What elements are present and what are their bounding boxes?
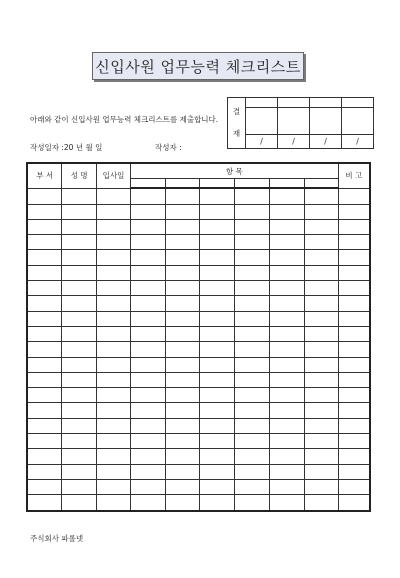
table-cell[interactable] bbox=[338, 449, 370, 464]
intro-text: 아래와 같이 신입사원 업무능력 체크리스트를 제출합니다. bbox=[30, 115, 219, 124]
table-cell[interactable] bbox=[304, 495, 338, 511]
table-row bbox=[27, 449, 370, 464]
table-row bbox=[27, 265, 370, 280]
table-cell[interactable] bbox=[235, 372, 270, 387]
table-cell[interactable] bbox=[165, 188, 200, 204]
table-cell[interactable] bbox=[200, 188, 235, 204]
table-cell[interactable] bbox=[165, 296, 200, 311]
table-cell[interactable] bbox=[235, 388, 270, 403]
table-cell[interactable] bbox=[304, 235, 338, 250]
table-cell[interactable] bbox=[270, 449, 305, 464]
table-cell[interactable] bbox=[165, 434, 200, 449]
table-cell[interactable] bbox=[27, 235, 62, 250]
table-cell[interactable] bbox=[62, 204, 97, 219]
table-row bbox=[27, 342, 370, 357]
approval-date-cell[interactable]: / bbox=[310, 135, 342, 149]
table-cell[interactable] bbox=[270, 281, 305, 296]
table-cell[interactable] bbox=[27, 326, 62, 341]
table-cell[interactable] bbox=[200, 403, 235, 418]
table-cell[interactable] bbox=[165, 357, 200, 372]
table-cell[interactable] bbox=[97, 235, 131, 250]
table-row bbox=[27, 326, 370, 341]
approval-label bbox=[228, 98, 246, 149]
table-cell[interactable] bbox=[338, 219, 370, 234]
table-cell[interactable] bbox=[235, 449, 270, 464]
approval-table bbox=[227, 97, 374, 149]
table-cell[interactable] bbox=[27, 479, 62, 494]
table-cell[interactable] bbox=[270, 372, 305, 387]
table-row bbox=[27, 464, 370, 479]
table-row bbox=[27, 188, 370, 204]
table-row bbox=[27, 495, 370, 511]
table-cell[interactable] bbox=[130, 326, 165, 341]
item-subheader-cell bbox=[165, 179, 200, 189]
table-cell[interactable] bbox=[27, 464, 62, 479]
table-cell[interactable] bbox=[27, 188, 62, 204]
table-cell[interactable] bbox=[62, 479, 97, 494]
table-cell[interactable] bbox=[200, 250, 235, 265]
table-cell[interactable] bbox=[235, 342, 270, 357]
table-cell[interactable] bbox=[270, 311, 305, 326]
table-cell[interactable] bbox=[27, 265, 62, 280]
table-cell[interactable] bbox=[338, 250, 370, 265]
table-cell[interactable] bbox=[130, 188, 165, 204]
approval-sign-cell[interactable] bbox=[342, 108, 374, 135]
approval-role-cell bbox=[310, 98, 342, 108]
table-cell[interactable] bbox=[27, 418, 62, 433]
table-cell[interactable] bbox=[130, 418, 165, 433]
approval-role-cell bbox=[342, 98, 374, 108]
date-field-label: 작성일자 :20 년 월 일 bbox=[30, 143, 103, 152]
approval-date-cell[interactable]: / bbox=[246, 135, 278, 149]
table-cell[interactable] bbox=[304, 388, 338, 403]
table-cell[interactable] bbox=[200, 449, 235, 464]
page-title bbox=[92, 52, 304, 80]
table-cell[interactable] bbox=[338, 265, 370, 280]
table-cell[interactable] bbox=[97, 281, 131, 296]
table-cell[interactable] bbox=[97, 219, 131, 234]
approval-sign-cell[interactable] bbox=[278, 108, 310, 135]
table-cell[interactable] bbox=[97, 495, 131, 511]
table-cell[interactable] bbox=[200, 204, 235, 219]
table-cell[interactable] bbox=[200, 434, 235, 449]
table-cell[interactable] bbox=[270, 464, 305, 479]
table-cell[interactable] bbox=[338, 388, 370, 403]
table-cell[interactable] bbox=[130, 311, 165, 326]
table-cell[interactable] bbox=[304, 479, 338, 494]
table-cell[interactable] bbox=[200, 281, 235, 296]
table-cell[interactable] bbox=[165, 219, 200, 234]
table-cell[interactable] bbox=[165, 250, 200, 265]
table-cell[interactable] bbox=[235, 204, 270, 219]
table-cell[interactable] bbox=[304, 250, 338, 265]
table-cell[interactable] bbox=[200, 265, 235, 280]
table-cell[interactable] bbox=[338, 495, 370, 511]
table-row bbox=[27, 204, 370, 219]
table-cell[interactable] bbox=[62, 464, 97, 479]
table-cell[interactable] bbox=[304, 204, 338, 219]
table-cell[interactable] bbox=[165, 495, 200, 511]
table-cell[interactable] bbox=[62, 219, 97, 234]
company-name: 주식회사 파롤넷 bbox=[30, 534, 84, 543]
table-cell[interactable] bbox=[165, 464, 200, 479]
item-subheader-cell bbox=[235, 179, 270, 189]
table-cell[interactable] bbox=[27, 449, 62, 464]
table-row bbox=[27, 357, 370, 372]
approval-sign-cell[interactable] bbox=[246, 108, 278, 135]
table-cell[interactable] bbox=[165, 326, 200, 341]
table-row bbox=[27, 403, 370, 418]
approval-date-cell[interactable]: / bbox=[342, 135, 374, 149]
table-cell[interactable] bbox=[130, 235, 165, 250]
table-cell[interactable] bbox=[270, 342, 305, 357]
table-cell[interactable] bbox=[27, 372, 62, 387]
table-cell[interactable] bbox=[97, 265, 131, 280]
table-cell[interactable] bbox=[97, 311, 131, 326]
table-cell[interactable] bbox=[338, 464, 370, 479]
header-dept: 부 서 bbox=[27, 163, 62, 188]
table-cell[interactable] bbox=[235, 188, 270, 204]
table-cell[interactable] bbox=[200, 464, 235, 479]
table-cell[interactable] bbox=[270, 250, 305, 265]
table-row bbox=[27, 235, 370, 250]
table-cell[interactable] bbox=[97, 388, 131, 403]
table-cell[interactable] bbox=[62, 235, 97, 250]
table-cell[interactable] bbox=[62, 418, 97, 433]
table-cell[interactable] bbox=[338, 418, 370, 433]
table-cell[interactable] bbox=[27, 434, 62, 449]
table-row bbox=[27, 372, 370, 387]
table-cell[interactable] bbox=[130, 434, 165, 449]
table-cell[interactable] bbox=[165, 311, 200, 326]
table-cell[interactable] bbox=[200, 495, 235, 511]
table-cell[interactable] bbox=[62, 326, 97, 341]
table-cell[interactable] bbox=[304, 281, 338, 296]
table-cell[interactable] bbox=[200, 388, 235, 403]
table-cell[interactable] bbox=[62, 357, 97, 372]
table-cell[interactable] bbox=[62, 495, 97, 511]
table-cell[interactable] bbox=[27, 250, 62, 265]
table-cell[interactable] bbox=[62, 281, 97, 296]
table-cell[interactable] bbox=[338, 342, 370, 357]
table-cell[interactable] bbox=[235, 281, 270, 296]
table-cell[interactable] bbox=[235, 326, 270, 341]
table-cell[interactable] bbox=[27, 403, 62, 418]
table-cell[interactable] bbox=[235, 464, 270, 479]
table-cell[interactable] bbox=[235, 357, 270, 372]
table-cell[interactable] bbox=[270, 403, 305, 418]
table-cell[interactable] bbox=[270, 219, 305, 234]
table-cell[interactable] bbox=[304, 188, 338, 204]
item-subheader-cell bbox=[270, 179, 305, 189]
table-cell[interactable] bbox=[27, 311, 62, 326]
approval-label-top: 결 bbox=[232, 107, 241, 116]
table-cell[interactable] bbox=[130, 342, 165, 357]
table-cell[interactable] bbox=[200, 342, 235, 357]
table-row bbox=[27, 388, 370, 403]
table-cell[interactable] bbox=[97, 250, 131, 265]
table-row bbox=[27, 219, 370, 234]
header-hire-date: 입사일 bbox=[97, 163, 131, 188]
table-row bbox=[27, 418, 370, 433]
table-cell[interactable] bbox=[270, 479, 305, 494]
page-title-text: 신입사원 업무능력 체크리스트 bbox=[95, 57, 301, 76]
table-cell[interactable] bbox=[62, 434, 97, 449]
table-cell[interactable] bbox=[270, 388, 305, 403]
table-cell[interactable] bbox=[338, 204, 370, 219]
table-cell[interactable] bbox=[97, 204, 131, 219]
table-cell[interactable] bbox=[338, 235, 370, 250]
table-cell[interactable] bbox=[62, 342, 97, 357]
table-cell[interactable] bbox=[165, 265, 200, 280]
table-cell[interactable] bbox=[130, 449, 165, 464]
table-cell[interactable] bbox=[165, 204, 200, 219]
table-cell[interactable] bbox=[165, 342, 200, 357]
table-cell[interactable] bbox=[235, 495, 270, 511]
table-cell[interactable] bbox=[338, 357, 370, 372]
table-cell[interactable] bbox=[200, 372, 235, 387]
table-cell[interactable] bbox=[304, 326, 338, 341]
table-cell[interactable] bbox=[27, 219, 62, 234]
table-cell[interactable] bbox=[130, 250, 165, 265]
table-cell[interactable] bbox=[130, 296, 165, 311]
table-cell[interactable] bbox=[97, 357, 131, 372]
table-cell[interactable] bbox=[165, 235, 200, 250]
table-row bbox=[27, 250, 370, 265]
table-cell[interactable] bbox=[270, 235, 305, 250]
table-cell[interactable] bbox=[130, 219, 165, 234]
table-cell[interactable] bbox=[235, 219, 270, 234]
table-cell[interactable] bbox=[270, 357, 305, 372]
table-cell[interactable] bbox=[62, 372, 97, 387]
table-cell[interactable] bbox=[200, 235, 235, 250]
table-cell[interactable] bbox=[235, 311, 270, 326]
table-cell[interactable] bbox=[27, 357, 62, 372]
table-cell[interactable] bbox=[235, 265, 270, 280]
table-cell[interactable] bbox=[235, 418, 270, 433]
table-row bbox=[27, 479, 370, 494]
table-cell[interactable] bbox=[200, 326, 235, 341]
table-cell[interactable] bbox=[97, 296, 131, 311]
table-cell[interactable] bbox=[27, 342, 62, 357]
table-cell[interactable] bbox=[97, 372, 131, 387]
table-cell[interactable] bbox=[304, 403, 338, 418]
table-cell[interactable] bbox=[130, 204, 165, 219]
table-cell[interactable] bbox=[62, 388, 97, 403]
header-remarks: 비 고 bbox=[338, 163, 370, 188]
table-cell[interactable] bbox=[304, 464, 338, 479]
table-cell[interactable] bbox=[304, 342, 338, 357]
table-cell[interactable] bbox=[97, 479, 131, 494]
approval-label-bottom: 재 bbox=[232, 129, 241, 138]
table-cell[interactable] bbox=[200, 479, 235, 494]
table-cell[interactable] bbox=[200, 311, 235, 326]
table-cell[interactable] bbox=[200, 418, 235, 433]
table-cell[interactable] bbox=[338, 372, 370, 387]
header-name: 성 명 bbox=[62, 163, 97, 188]
table-cell[interactable] bbox=[130, 495, 165, 511]
approval-role-cell bbox=[278, 98, 310, 108]
table-cell[interactable] bbox=[338, 311, 370, 326]
table-cell[interactable] bbox=[235, 296, 270, 311]
table-row bbox=[27, 434, 370, 449]
table-cell[interactable] bbox=[130, 265, 165, 280]
approval-role-cell bbox=[246, 98, 278, 108]
table-cell[interactable] bbox=[165, 449, 200, 464]
table-cell[interactable] bbox=[304, 265, 338, 280]
table-cell[interactable] bbox=[338, 326, 370, 341]
table-cell[interactable] bbox=[165, 403, 200, 418]
table-cell[interactable] bbox=[130, 403, 165, 418]
table-cell[interactable] bbox=[130, 357, 165, 372]
table-cell[interactable] bbox=[338, 188, 370, 204]
table-cell[interactable] bbox=[130, 372, 165, 387]
table-cell[interactable] bbox=[27, 495, 62, 511]
table-cell[interactable] bbox=[165, 372, 200, 387]
table-cell[interactable] bbox=[270, 265, 305, 280]
approval-date-cell[interactable]: / bbox=[278, 135, 310, 149]
table-cell[interactable] bbox=[304, 311, 338, 326]
item-subheader-cell bbox=[130, 179, 165, 189]
table-cell[interactable] bbox=[235, 250, 270, 265]
table-cell[interactable] bbox=[62, 296, 97, 311]
table-cell[interactable] bbox=[304, 357, 338, 372]
item-subheader-cell bbox=[304, 179, 338, 189]
table-cell[interactable] bbox=[270, 495, 305, 511]
table-cell[interactable] bbox=[62, 265, 97, 280]
table-cell[interactable] bbox=[200, 219, 235, 234]
table-cell[interactable] bbox=[304, 219, 338, 234]
table-cell[interactable] bbox=[62, 311, 97, 326]
table-cell[interactable] bbox=[97, 188, 131, 204]
author-field-label: 작성자 : bbox=[155, 143, 182, 152]
table-cell[interactable] bbox=[27, 204, 62, 219]
table-cell[interactable] bbox=[270, 204, 305, 219]
table-cell[interactable] bbox=[130, 479, 165, 494]
table-cell[interactable] bbox=[304, 434, 338, 449]
table-cell[interactable] bbox=[338, 403, 370, 418]
table-cell[interactable] bbox=[304, 372, 338, 387]
table-row bbox=[27, 311, 370, 326]
checklist-body bbox=[27, 188, 370, 510]
table-cell[interactable] bbox=[165, 418, 200, 433]
table-cell[interactable] bbox=[62, 188, 97, 204]
table-cell[interactable] bbox=[235, 434, 270, 449]
table-cell[interactable] bbox=[130, 388, 165, 403]
table-cell[interactable] bbox=[97, 326, 131, 341]
table-cell[interactable] bbox=[270, 434, 305, 449]
table-row bbox=[27, 281, 370, 296]
table-cell[interactable] bbox=[97, 403, 131, 418]
item-subheader-cell bbox=[200, 179, 235, 189]
table-cell[interactable] bbox=[338, 479, 370, 494]
table-cell[interactable] bbox=[27, 281, 62, 296]
table-cell[interactable] bbox=[165, 281, 200, 296]
table-cell[interactable] bbox=[97, 342, 131, 357]
table-cell[interactable] bbox=[270, 188, 305, 204]
table-cell[interactable] bbox=[200, 357, 235, 372]
table-cell[interactable] bbox=[62, 250, 97, 265]
table-cell[interactable] bbox=[97, 434, 131, 449]
header-items: 항 목 bbox=[130, 163, 338, 179]
table-cell[interactable] bbox=[304, 418, 338, 433]
table-cell[interactable] bbox=[270, 326, 305, 341]
table-cell[interactable] bbox=[270, 418, 305, 433]
table-cell[interactable] bbox=[165, 388, 200, 403]
table-cell[interactable] bbox=[97, 449, 131, 464]
table-cell[interactable] bbox=[338, 296, 370, 311]
table-cell[interactable] bbox=[165, 479, 200, 494]
table-cell[interactable] bbox=[130, 281, 165, 296]
table-cell[interactable] bbox=[200, 296, 235, 311]
table-cell[interactable] bbox=[27, 296, 62, 311]
table-cell[interactable] bbox=[62, 449, 97, 464]
table-cell[interactable] bbox=[338, 434, 370, 449]
table-cell[interactable] bbox=[27, 388, 62, 403]
table-cell[interactable] bbox=[235, 403, 270, 418]
table-cell[interactable] bbox=[235, 479, 270, 494]
table-cell[interactable] bbox=[130, 464, 165, 479]
table-cell[interactable] bbox=[304, 449, 338, 464]
approval-sign-cell[interactable] bbox=[310, 108, 342, 135]
table-cell[interactable] bbox=[235, 235, 270, 250]
table-row bbox=[27, 296, 370, 311]
table-cell[interactable] bbox=[304, 296, 338, 311]
checklist-table bbox=[26, 162, 371, 512]
table-cell[interactable] bbox=[62, 403, 97, 418]
table-cell[interactable] bbox=[338, 281, 370, 296]
table-cell[interactable] bbox=[97, 418, 131, 433]
table-cell[interactable] bbox=[270, 296, 305, 311]
table-cell[interactable] bbox=[97, 464, 131, 479]
